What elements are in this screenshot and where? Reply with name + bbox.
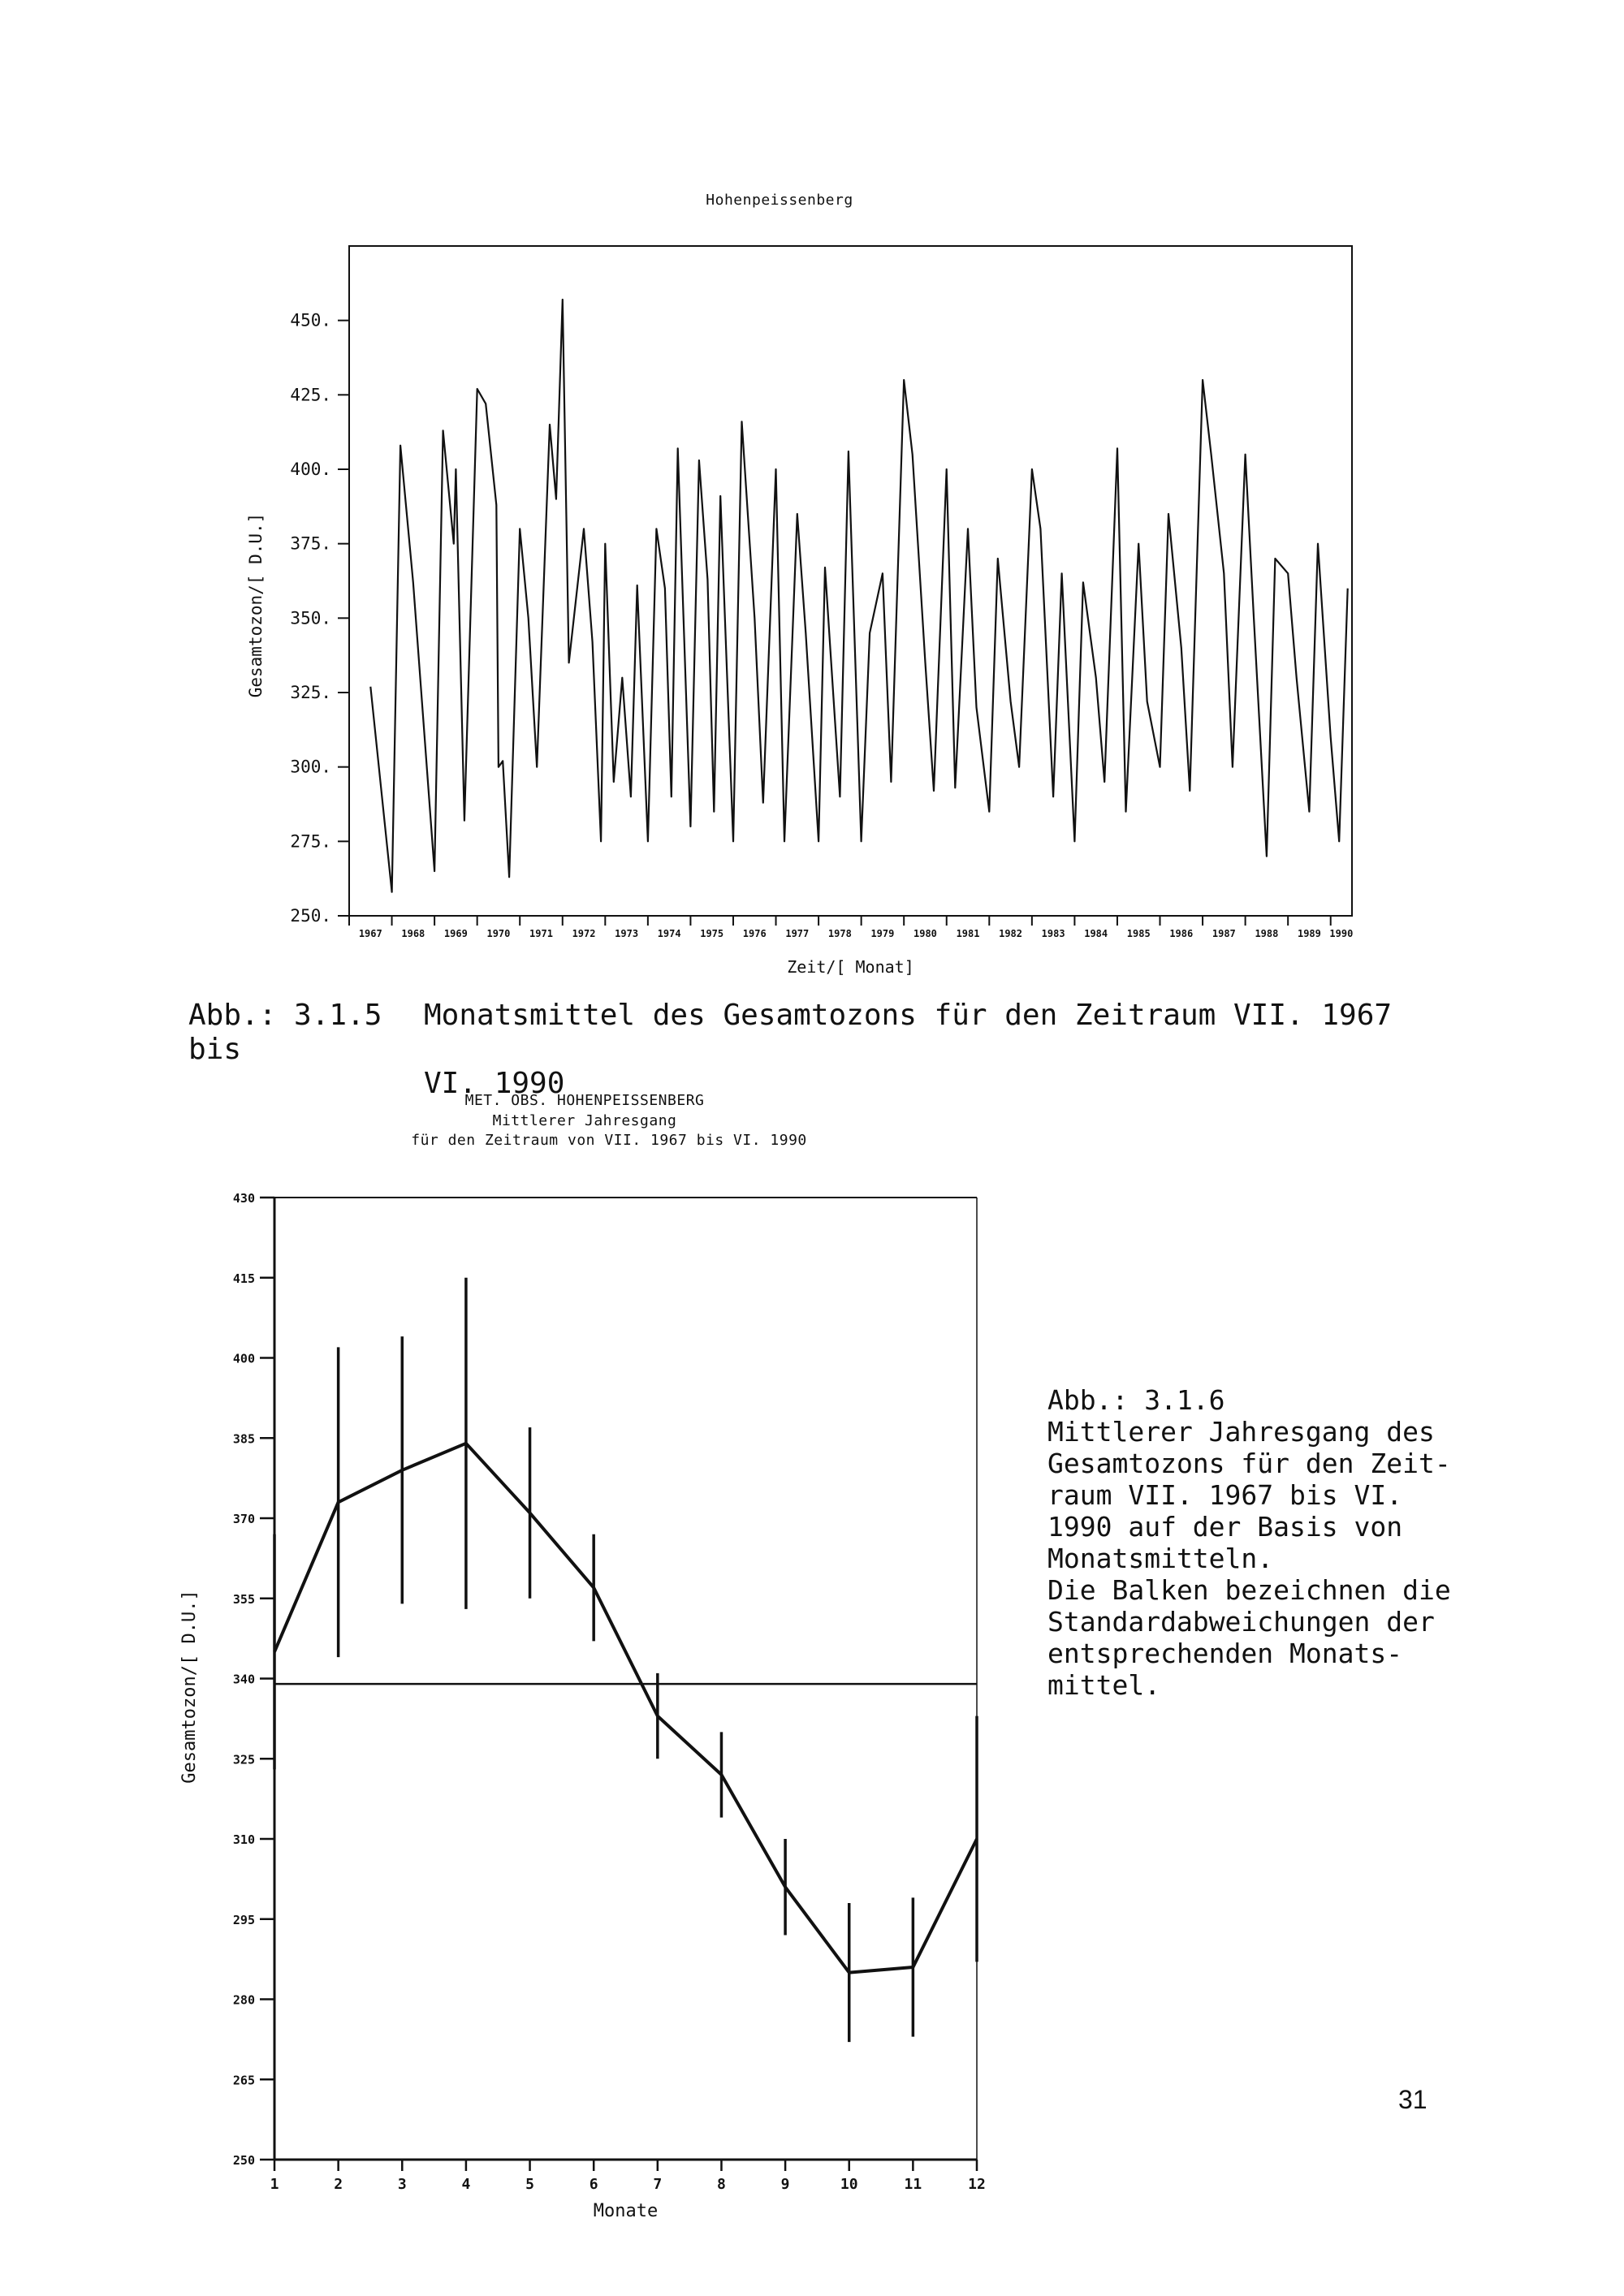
fig2-caption-line: mittel. [1047, 1669, 1161, 1701]
x-tick-label: 1986 [1169, 928, 1194, 939]
x-tick-label: 5 [525, 2176, 534, 2193]
x-tick-label: 1973 [615, 928, 639, 939]
y-axis-label: Gesamtozon/[ D.U.] [179, 1590, 200, 1784]
x-tick-label: 8 [717, 2176, 726, 2193]
y-tick-label: 400 [232, 1351, 255, 1366]
y-tick-label: 295 [232, 1912, 255, 1927]
x-tick-label: 12 [968, 2176, 986, 2193]
y-tick-label: 300. [290, 757, 331, 777]
x-tick-label: 1990 [1329, 928, 1354, 939]
y-tick-label: 450. [290, 310, 331, 330]
fig2-caption-line: entsprechenden Monats- [1047, 1638, 1403, 1669]
x-tick-label: 1979 [870, 928, 895, 939]
x-tick-label: 1 [270, 2176, 279, 2193]
chart2-subtitle2: für den Zeitraum von VII. 1967 bis VI. 1990 [411, 1132, 807, 1149]
monthly-mean-line [274, 1444, 977, 1973]
x-tick-label: 1983 [1041, 928, 1065, 939]
x-axis-label: Monate [593, 2201, 659, 2221]
y-tick-label: 325. [290, 683, 331, 702]
y-tick-label: 275. [290, 831, 331, 852]
fig2-caption-line: Standardabweichungen der [1047, 1606, 1435, 1638]
x-tick-label: 9 [780, 2176, 790, 2193]
x-tick-label: 1971 [529, 928, 553, 939]
x-tick-label: 6 [589, 2176, 598, 2193]
x-tick-label: 7 [653, 2176, 663, 2193]
y-tick-label: 250 [232, 2153, 255, 2168]
x-tick-label: 1985 [1126, 928, 1151, 939]
x-tick-label: 1968 [401, 928, 425, 939]
x-tick-label: 11 [904, 2176, 922, 2193]
y-tick-label: 355 [232, 1591, 255, 1607]
chart1-title: Hohenpeissenberg [706, 192, 853, 209]
x-tick-label: 1977 [785, 928, 810, 939]
fig2-caption-line: Mittlerer Jahresgang des [1047, 1416, 1435, 1448]
y-tick-label: 375. [290, 533, 331, 554]
fig2-caption-line: Gesamtozons für den Zeit- [1047, 1448, 1451, 1479]
y-tick-label: 280 [232, 1992, 255, 2008]
y-axis-label: Gesamtozon/[ D.U.] [246, 512, 266, 698]
y-tick-label: 350. [290, 608, 331, 628]
x-tick-label: 1972 [572, 928, 596, 939]
chart2-subtitle1: Mittlerer Jahresgang [492, 1112, 677, 1129]
x-tick-label: 1974 [657, 928, 681, 939]
x-tick-label: 1978 [827, 928, 852, 939]
x-axis-label: Zeit/[ Monat] [787, 957, 914, 977]
y-tick-label: 430 [232, 1191, 255, 1206]
x-tick-label: 1982 [999, 928, 1023, 939]
fig2-caption-line: Abb.: 3.1.6 [1047, 1384, 1225, 1416]
fig2-caption-line: 1990 auf der Basis von [1047, 1511, 1403, 1543]
x-tick-label: 1987 [1212, 928, 1236, 939]
y-tick-label: 400. [290, 460, 331, 479]
fig1-text-line1: Monatsmittel des Gesamtozons für den Zeitraum VII. 1967 bis [188, 999, 1393, 1066]
fig2-caption-line: raum VII. 1967 bis VI. [1047, 1479, 1403, 1511]
page-number: 31 [1398, 2085, 1427, 2114]
x-tick-label: 1984 [1084, 928, 1108, 939]
x-tick-label: 1976 [742, 928, 767, 939]
y-tick-label: 425. [290, 385, 331, 405]
fig2-caption-line: Monatsmitteln. [1047, 1543, 1274, 1574]
x-tick-label: 1967 [358, 928, 382, 939]
x-tick-label: 1981 [956, 928, 980, 939]
x-tick-label: 3 [397, 2176, 407, 2193]
x-tick-label: 2 [334, 2176, 343, 2193]
y-tick-label: 310 [232, 1832, 255, 1847]
fig2-caption-line: Die Balken bezeichnen die [1047, 1574, 1451, 1606]
x-tick-label: 1969 [443, 928, 468, 939]
y-tick-label: 265 [232, 2073, 255, 2088]
x-tick-label: 10 [840, 2176, 858, 2193]
x-tick-label: 1980 [914, 928, 937, 939]
x-tick-label: 1989 [1297, 928, 1321, 939]
x-tick-label: 1988 [1255, 928, 1279, 939]
chart2-title: MET. OBS. HOHENPEISSENBERG [464, 1092, 705, 1109]
fig2-caption [1047, 1384, 1453, 1701]
y-tick-label: 385 [232, 1431, 255, 1447]
x-tick-label: 1970 [486, 928, 511, 939]
y-tick-label: 340 [232, 1672, 255, 1687]
fig1-label: Abb.: 3.1.5 [188, 999, 382, 1032]
fig1-text-line2: VI. 1990 [424, 1067, 565, 1100]
x-tick-label: 4 [461, 2176, 471, 2193]
y-tick-label: 250. [290, 906, 331, 926]
y-tick-label: 325 [232, 1752, 255, 1767]
x-tick-label: 1975 [700, 928, 724, 939]
y-tick-label: 370 [232, 1512, 255, 1526]
y-tick-label: 415 [232, 1271, 255, 1286]
